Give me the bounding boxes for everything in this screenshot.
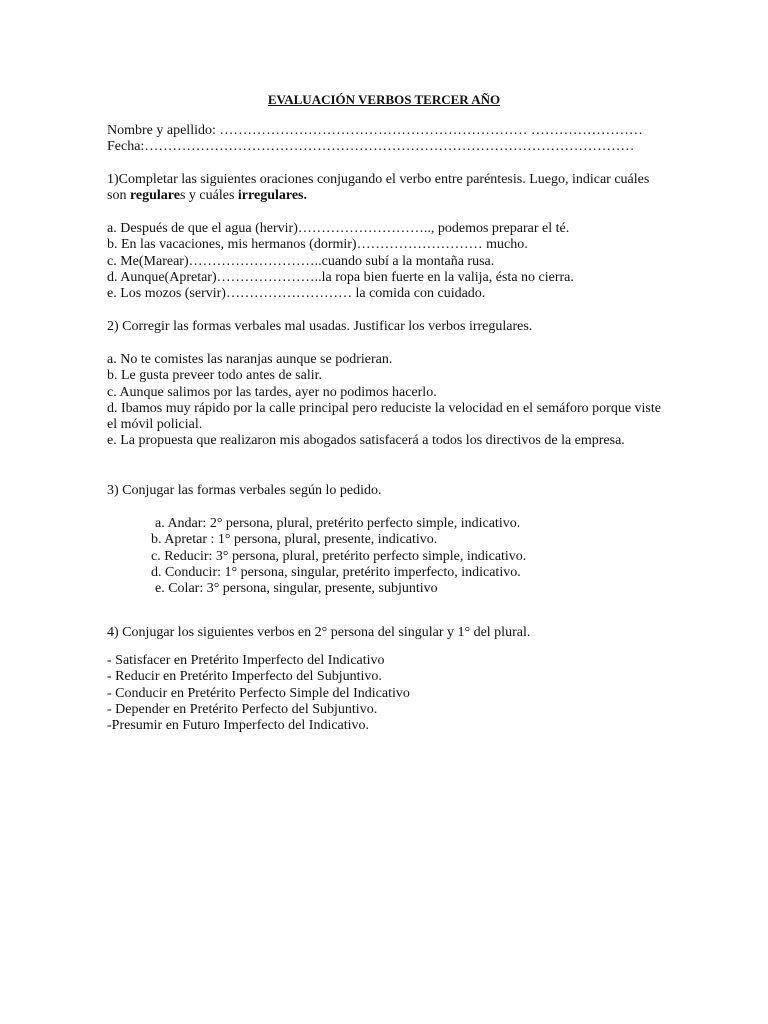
question-4-items	[107, 653, 667, 734]
list-item: a. No te comistes las naranjas aunque se podrieran.	[107, 352, 393, 367]
list-item: e. La propuesta que realizaron mis abogados satisfacerá a todos los directivos de la empresa.	[107, 433, 625, 449]
list-item: d. Conducir: 1° persona, singular, pretérito imperfecto, indicativo.	[151, 564, 521, 580]
list-item: d. Ibamos muy rápido por la calle principal pero reduciste la velocidad en el semáforo porque viste el móvil policial.	[107, 400, 661, 433]
question-3-items	[107, 516, 667, 597]
list-item: a. Después de que el agua (hervir)……………………….., podemos preparar el té.	[107, 221, 570, 236]
list-item: - Conducir en Pretérito Perfecto Simple del Indicativo	[107, 685, 410, 701]
question-2-items	[107, 352, 667, 450]
intro-text: s y cuáles	[179, 188, 238, 204]
question-1-intro	[107, 172, 667, 205]
list-item: - Depender en Pretérito Perfecto del Subjuntivo.	[107, 701, 378, 717]
question-2-intro	[107, 319, 667, 335]
question-1-intro-line-1: 1)Completar las siguientes oraciones conjugando el verbo entre paréntesis. Luego, indicar cuáles	[107, 172, 650, 187]
irregular-emphasis: irregulares.	[237, 188, 307, 204]
question-4-intro	[107, 625, 667, 641]
date-line: Fecha:……………………………………………………………………………………………	[107, 139, 635, 155]
list-item: b. Le gusta preveer todo antes de salir.	[107, 368, 322, 384]
question-3-intro-line: 3) Conjugar las formas verbales según lo pedido.	[107, 483, 382, 498]
question-3-intro	[107, 483, 667, 499]
question-2-intro-line: 2) Corregir las formas verbales mal usadas. Justificar los verbos irregulares.	[107, 319, 533, 334]
list-item: - Reducir en Pretérito Imperfecto del Subjuntivo.	[107, 669, 382, 685]
question-4-intro-line: 4) Conjugar los siguientes verbos en 2° persona del singular y 1° del plural.	[107, 625, 531, 640]
regular-emphasis: regulare	[129, 188, 180, 204]
page-title: EVALUACIÓN VERBOS TERCER AÑO	[267, 92, 501, 107]
list-item: - Satisfacer en Pretérito Imperfecto del Indicativo	[107, 653, 385, 668]
list-item: d. Aunque(Apretar)…………………..la ropa bien fuerte en la valija, ésta no cierra.	[107, 269, 574, 285]
list-item: c. Reducir: 3° persona, plural, pretérito perfecto simple, indicativo.	[151, 548, 527, 564]
intro-text: son	[107, 188, 130, 204]
name-line: Nombre y apellido: ………………………………………………………… ……………………	[107, 123, 643, 138]
question-1-intro-line-2	[107, 188, 667, 204]
list-item: a. Andar: 2° persona, plural, pretérito perfecto simple, indicativo.	[155, 516, 521, 531]
student-header	[107, 123, 667, 156]
list-item: -Presumir en Futuro Imperfecto del Indicativo.	[107, 718, 370, 734]
list-item: c. Aunque salimos por las tardes, ayer no podimos hacerlo.	[107, 384, 437, 400]
list-item: e. Colar: 3° persona, singular, presente, subjuntivo	[155, 581, 438, 597]
question-1-items	[107, 221, 667, 302]
list-item: c. Me(Marear)………………………..cuando subí a la montaña rusa.	[107, 253, 495, 269]
list-item: b. En las vacaciones, mis hermanos (dormir)……………………… mucho.	[107, 237, 528, 253]
list-item: b. Apretar : 1° persona, plural, presente, indicativo.	[151, 532, 438, 548]
list-item: e. Los mozos (servir)……………………… la comida con cuidado.	[107, 286, 486, 302]
